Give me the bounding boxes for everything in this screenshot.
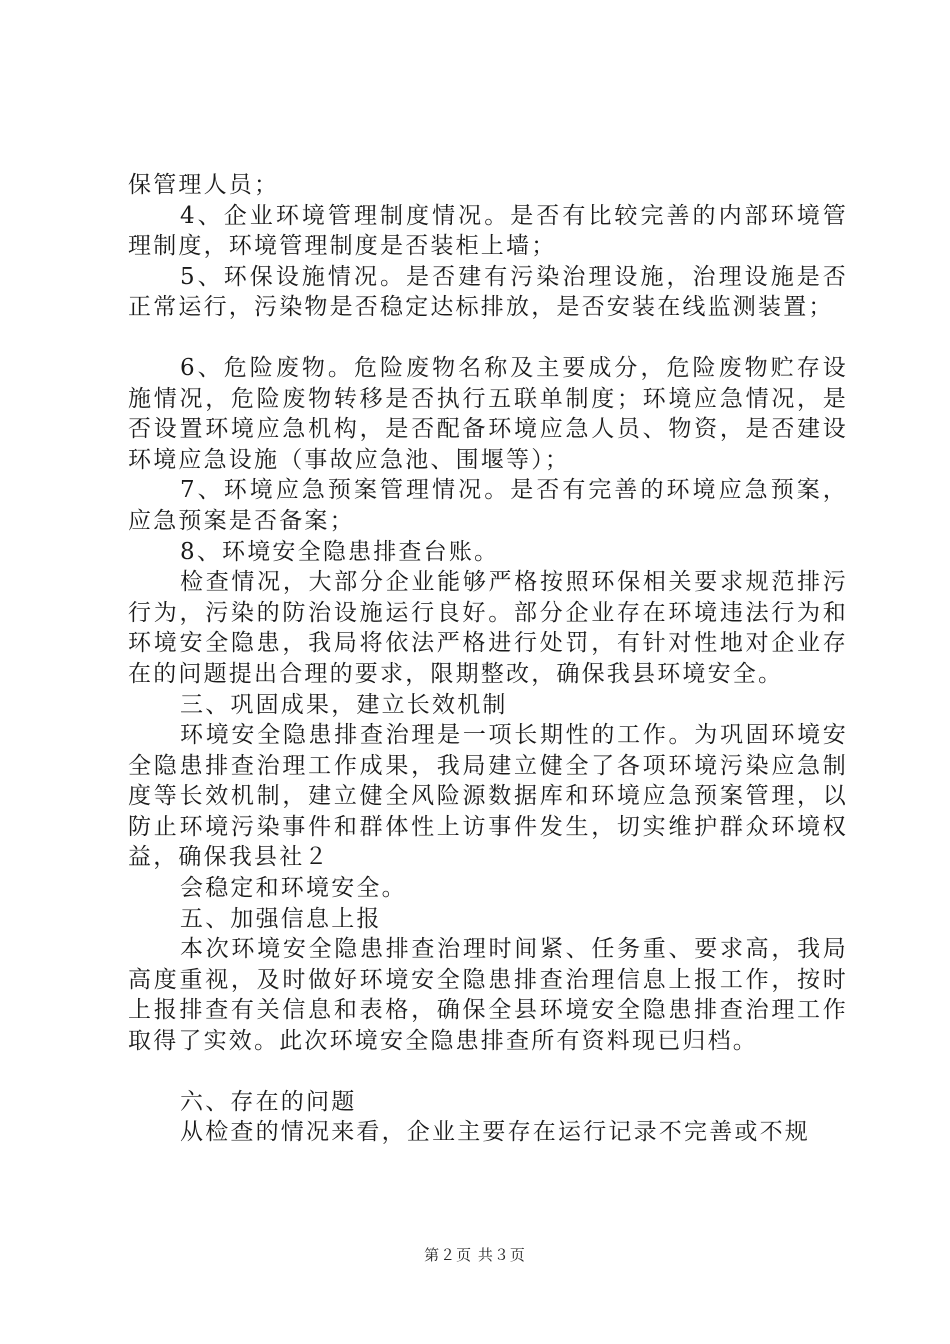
paragraph-item-4: 4、企业环境管理制度情况。是否有比较完善的内部环境管理制度，环境管理制度是否装柜上墙； xyxy=(128,202,848,260)
paragraph-information-reporting: 本次环境安全隐患排查治理时间紧、任务重、要求高，我局高度重视，及时做好环境安全隐患排查治理信息上报工作，按时上报排查有关信息和表格，确保全县环境安全隐患排查治理工作取得了实效。此次环境安全隐患排查所有资料现已归档。 xyxy=(128,936,848,1055)
paragraph-continuation: 保管理人员； xyxy=(128,172,280,198)
section-heading-6: 六、存在的问题 xyxy=(180,1088,357,1115)
paragraph-continuation-stability: 会稳定和环境安全。 xyxy=(180,875,407,902)
paragraph-item-5: 5、环保设施情况。是否建有污染治理设施，治理设施是否正常运行，污染物是否稳定达标排放，是否安装在线监测装置； xyxy=(128,263,848,321)
paragraph-long-term-mechanism: 环境安全隐患排查治理是一项长期性的工作。为巩固环境安全隐患排查治理工作成果，我局建立健全了各项环境污染应急制度等长效机制，建立健全风险源数据库和环境应急预案管理，以防止环境污染事件和群体性上访事件发生，切实维护群众环境权益，确保我县社２ xyxy=(128,722,848,871)
section-heading-5: 五、加强信息上报 xyxy=(180,905,382,932)
paragraph-inspection-results: 检查情况，大部分企业能够严格按照环保相关要求规范排污行为，污染的防治设施运行良好。部分企业存在环境违法行为和环境安全隐患，我局将依法严格进行处罚，有针对性地对企业存在的问题提出合理的要求，限期整改，确保我县环境安全。 xyxy=(128,569,848,687)
page-number-footer: 第２页 共３页 xyxy=(424,1246,526,1264)
paragraph-item-6: 6、危险废物。危险废物名称及主要成分，危险废物贮存设施情况，危险废物转移是否执行五联单制度；环境应急情况，是否设置环境应急机构，是否配备环境应急人员、物资，是否建设环境应急设施（事故应急池、围堰等）； xyxy=(128,354,848,473)
paragraph-item-7: 7、环境应急预案管理情况。是否有完善的环境应急预案，应急预案是否备案； xyxy=(128,477,848,534)
paragraph-item-8: 8、环境安全隐患排查台账。 xyxy=(180,538,500,565)
document-body xyxy=(128,170,848,1148)
section-heading-3: 三、巩固成果，建立长效机制 xyxy=(180,691,508,718)
paragraph-existing-problems: 从检查的情况来看，企业主要存在运行记录不完善或不规 xyxy=(180,1119,810,1146)
